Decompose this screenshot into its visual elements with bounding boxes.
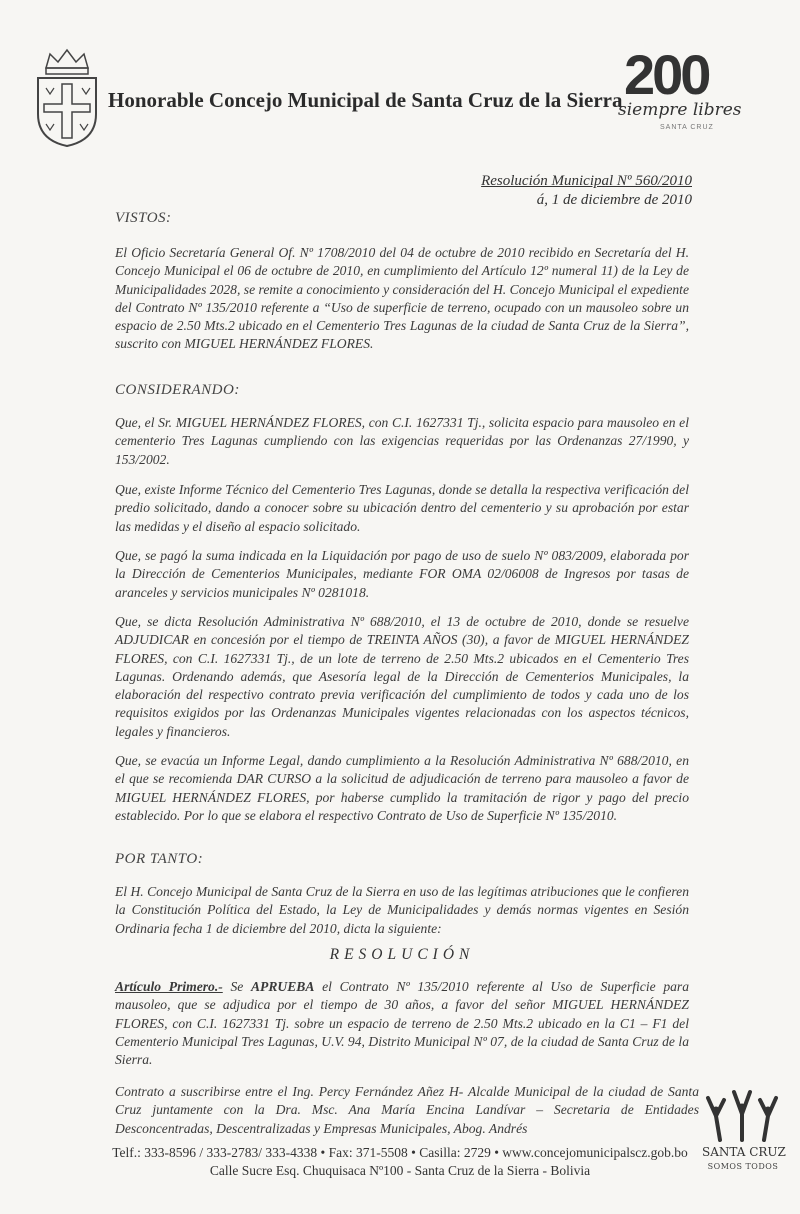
considerando-heading: CONSIDERANDO: bbox=[115, 382, 240, 398]
logo-santa-cruz-text: SANTA CRUZ bbox=[702, 1145, 786, 1159]
portanto-heading: POR TANTO: bbox=[115, 851, 204, 867]
portanto-paragraph: El H. Concejo Municipal de Santa Cruz de la Sierra en uso de las legítimas atribuciones que le confieren la Constitución Política del Estado, la Ley de Municipalidades y demás normas vigentes en Sesión Ordinaria fecha 1 de diciembre del 2010, dicta la siguiente: bbox=[115, 884, 689, 936]
vistos-heading: VISTOS: bbox=[115, 210, 172, 226]
logo-somos-todos-text: SOMOS TODOS bbox=[707, 1162, 779, 1171]
considerando-paragraph-3: Que, se pagó la suma indicada en la Liquidación por pago de uso de suelo Nº 083/2009, elaborada por la Dirección de Cementerios Municipales, mediante FOR OMA 02/06008 de Ingresos por tasas de aranceles y servicios municipales Nº 0281018. bbox=[115, 548, 689, 600]
vistos-paragraph: El Oficio Secretaría General Of. Nº 1708/2010 del 04 de octubre de 2010 recibido en Secretaría del H. Concejo Municipal el 06 de octubre de 2010, en cumplimiento del Artículo 12º numeral 11) de la Ley de Municipalidades 2028, se remite a conocimiento y consideración del H. Concejo Municipal el expediente del Contrato Nº 135/2010 referente a “Uso de superficie de terreno, ocupado con un mausoleo sobre un espacio de 2.50 Mts.2 ubicado en el Cementerio Tres Lagunas de la ciudad de Santa Cruz de la Sierra”, suscrito con MIGUEL HERNÁNDEZ FLORES. bbox=[115, 245, 689, 352]
considerando-paragraph-4: Que, se dicta Resolución Administrativa Nº 688/2010, el 13 de octubre de 2010, donde se resuelve ADJUDICAR en concesión por el tiempo de TREINTA AÑOS (30), a favor de MIGUEL HERNÁNDEZ FLORES, con C.I. 1627331 Tj., de un lote de terreno de 2.50 Mts.2 ubicados en el Cementerio Tres Lagunas. Ordenando además, que Asesoría legal de la Dirección de Cementerios Municipales, la elaboración del respectivo contrato previa verificación del cumplimiento de todos y cada uno de los requisitos exigidos por las Ordenanzas Municipales vigentes relacionadas con los aspectos técnicos, legales y financieros. bbox=[115, 614, 689, 739]
resolucion-heading: RESOLUCIÓN bbox=[329, 946, 475, 963]
bicentennial-logo bbox=[618, 43, 758, 138]
article-first-pre: Se bbox=[222, 979, 251, 994]
footer-address-line: Calle Sucre Esq. Chuquisaca Nº100 - Santa Cruz de la Sierra - Bolivia bbox=[209, 1163, 591, 1178]
considerando-paragraph-1: Que, el Sr. MIGUEL HERNÁNDEZ FLORES, con C.I. 1627331 Tj., solicita espacio para mausoleo en el cementerio Tres Lagunas cumpliendo con las exigencias requeridas por las Ordenanzas 27/1990, y 153/2002. bbox=[115, 415, 689, 467]
article-first-text: el Contrato Nº 135/2010 referente al Uso de Superficie para mausoleo, que se adjudica por el tiempo de 30 años, a favor del señor MIGUEL HERNÁNDEZ FLORES, con C.I. 1627331 Tj. sobre un espacio de terreno de 2.50 Mts.2 ubicado en la C1 – F1 del Cementerio Municipal Tres Lagunas, U.V. 94, Distrito Municipal Nº 07, de la ciudad de Santa Cruz de la Sierra. bbox=[115, 979, 689, 1068]
resolution-reference bbox=[481, 172, 692, 210]
bicentennial-number: 200 bbox=[624, 43, 709, 106]
people-figures-icon bbox=[702, 1088, 784, 1146]
municipal-crest-icon bbox=[32, 48, 102, 148]
considerando-paragraph-2: Que, existe Informe Técnico del Cementerio Tres Lagunas, donde se detalla la respectiva verificación del predio solicitado, dando a conocer sobre su ubicación dentro del cementerio y su aprobación por estar las medidas y el diseño al espacio solicitado. bbox=[115, 482, 689, 534]
article-first-paragraph bbox=[115, 978, 689, 1069]
resolution-number: Resolución Municipal Nº 560/2010 bbox=[481, 173, 692, 189]
footer-contact-line: Telf.: 333-8596 / 333-2783/ 333-4338 • Fax: 371-5508 • Casilla: 2729 • www.concejomunicipalscz.gob.bo bbox=[112, 1145, 688, 1160]
bicentennial-small-text: SANTA CRUZ bbox=[660, 124, 714, 131]
council-name: Honorable Concejo Municipal de Santa Cruz de la Sierra bbox=[108, 88, 623, 112]
article-first-title: Artículo Primero.- bbox=[115, 979, 223, 994]
resolution-date: á, 1 de diciembre de 2010 bbox=[536, 192, 692, 208]
contract-paragraph: Contrato a suscribirse entre el Ing. Percy Fernández Añez H- Alcalde Municipal de la ciudad de Santa Cruz juntamente con la Dra. Msc. Ana María Encina Landívar – Secretaria de Entidades Desconcentradas, Descentralizadas y Empresas Municipales, Abog. Andrés bbox=[115, 1084, 699, 1136]
bicentennial-script: siempre libres bbox=[618, 100, 742, 120]
article-first-approve: APRUEBA bbox=[250, 979, 315, 994]
considerando-paragraph-5: Que, se evacúa un Informe Legal, dando cumplimiento a la Resolución Administrativa Nº 688/2010, en el que se recomienda DAR CURSO a la solicitud de adjudicación de terreno para mausoleo a favor de MIGUEL HERNÁNDEZ FLORES, por haberse cumplido la tramitación de rigor y pago del precio establecido. Por lo que se elabora el respectivo Contrato de Uso de Superficie Nº 135/2010. bbox=[115, 753, 689, 823]
